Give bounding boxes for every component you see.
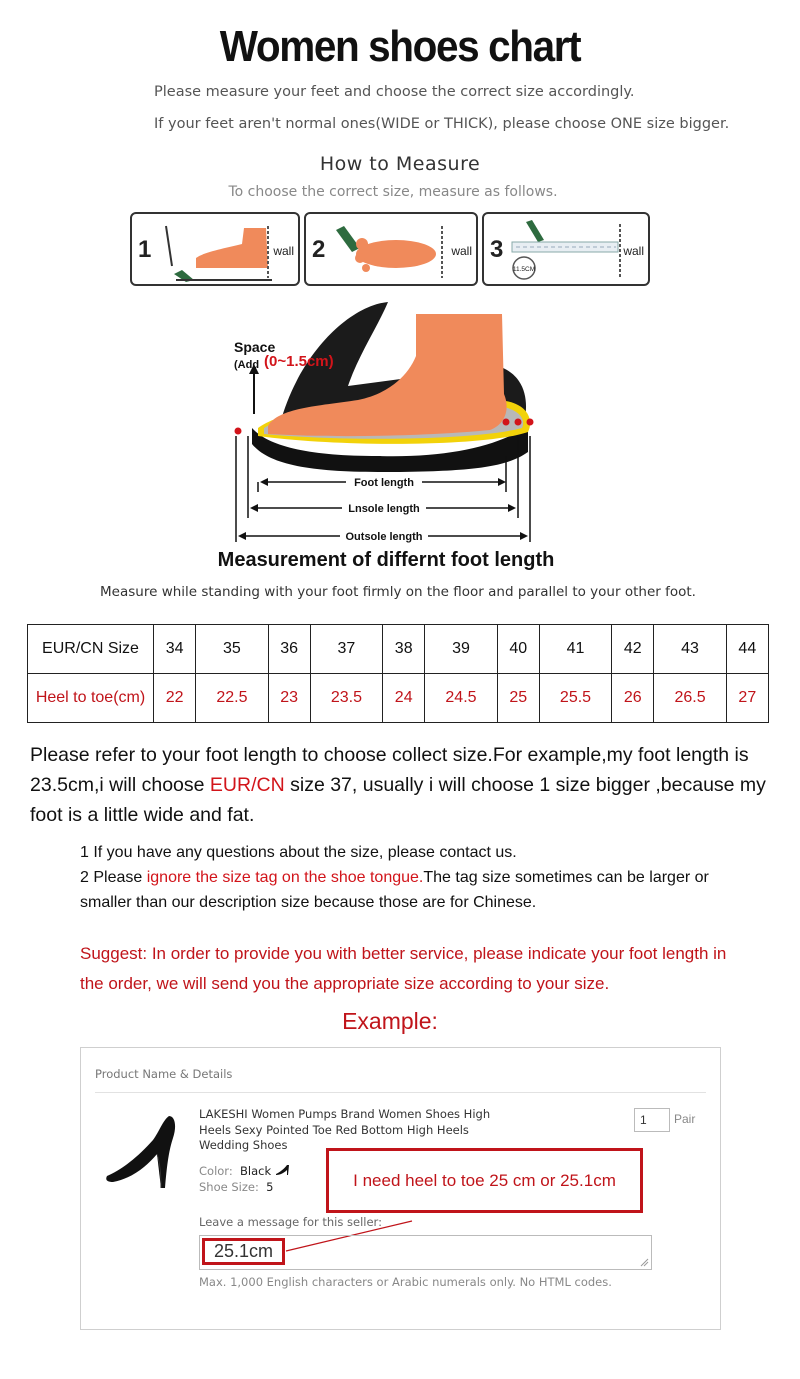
foot-length-label: Foot length [354, 477, 414, 489]
table-cell: 44 [726, 625, 768, 674]
measure-step-1 [130, 212, 300, 286]
row-header: EUR/CN Size [28, 625, 154, 674]
table-cell: 42 [612, 625, 654, 674]
quantity-input[interactable]: 1 [634, 1108, 670, 1132]
measure-step-2 [304, 212, 478, 286]
attr-label: Shoe Size: [199, 1180, 259, 1194]
resize-grip-icon[interactable] [640, 1258, 649, 1267]
note-highlight: ignore the size tag on the shoe tongue. [146, 869, 424, 886]
table-cell: 22.5 [196, 674, 268, 723]
insole-length-label: Lnsole length [348, 503, 420, 515]
panel-header: Product Name & Details [95, 1067, 233, 1081]
product-shoe-image [103, 1110, 181, 1190]
table-cell: 36 [268, 625, 310, 674]
measure-step-3 [482, 212, 650, 286]
table-cell: 39 [425, 625, 497, 674]
quantity-unit: Pair [674, 1112, 696, 1126]
how-to-measure-subtitle: To choose the correct size, measure as follows. [228, 184, 558, 200]
figure-caption: Measurement of differnt foot length [217, 549, 555, 571]
table-cell: 23 [268, 674, 310, 723]
note-text: 2 Please [80, 869, 147, 886]
space-add-label: (Add [234, 359, 260, 371]
table-cell: 41 [539, 625, 611, 674]
table-cell: 25.5 [539, 674, 611, 723]
suggest-note: Suggest: In order to provide you with better service, please indicate your foot length in the order, we will send you the appropriate size according to your size. [80, 944, 727, 993]
color-attribute [199, 1164, 291, 1178]
table-cell: 38 [383, 625, 425, 674]
table-cell: 26.5 [654, 674, 726, 723]
table-row-eu-size [28, 625, 769, 674]
row-header: Heel to toe(cm) [28, 674, 154, 723]
table-cell: 26 [612, 674, 654, 723]
table-cell: 35 [196, 625, 268, 674]
divider [95, 1092, 706, 1093]
notes-list [80, 840, 720, 915]
table-cell: 37 [310, 625, 382, 674]
space-label: Space [234, 339, 276, 355]
table-cell: 25 [497, 674, 539, 723]
guidance-text: Please refer to your foot length to choose collect size.For example,my foot length is 23.5cm,i will choose [30, 744, 749, 796]
note-1: 1 If you have any questions about the size, please contact us. [80, 844, 517, 861]
size-chart-table [27, 624, 769, 723]
ruler-tag: 11.5CM [512, 266, 536, 273]
foot-top-icon [330, 218, 452, 282]
shoe-size-attribute [199, 1180, 273, 1194]
size-guidance-paragraph [30, 740, 790, 830]
wall-label: wall [273, 244, 294, 258]
attr-value: 5 [266, 1180, 274, 1194]
table-cell: 24.5 [425, 674, 497, 723]
table-cell: 24 [383, 674, 425, 723]
attr-value: Black [240, 1164, 272, 1178]
guidance-text: size 37, usually i will choose 1 size bigger ,because my foot is a little wide and fat. [30, 774, 766, 826]
table-cell: 40 [497, 625, 539, 674]
message-value: 25.1cm [202, 1238, 285, 1265]
product-name[interactable]: LAKESHI Women Pumps Brand Women Shoes High Heels Sexy Pointed Toe Red Bottom High Heels Wedding Shoes [199, 1107, 491, 1152]
example-label: Example: [342, 1008, 438, 1034]
note-text: The tag size sometimes can be larger or smaller than our description size because those are for Chinese. [80, 869, 709, 911]
wall-label: wall [623, 244, 644, 258]
outsole-length-label: Outsole length [345, 531, 423, 543]
space-range-label: (0~1.5cm) [264, 353, 334, 370]
page-title: Women shoes chart [219, 22, 581, 71]
wall-label: wall [451, 244, 472, 258]
ruler-icon [508, 218, 626, 282]
intro-line-1: Please measure your feet and choose the correct size accordingly. [154, 84, 635, 100]
table-cell: 27 [726, 674, 768, 723]
step-number: 2 [312, 236, 326, 263]
seller-message-textarea[interactable] [199, 1235, 652, 1270]
shoe-thumbnail-icon [275, 1164, 291, 1176]
standing-note: Measure while standing with your foot firmly on the floor and parallel to your other foot. [100, 584, 696, 600]
how-to-measure-title: How to Measure [319, 153, 481, 175]
foot-length-diagram [228, 296, 548, 546]
foot-length-callout: I need heel to toe 25 cm or 25.1cm [326, 1148, 643, 1213]
table-cell: 23.5 [310, 674, 382, 723]
step-number: 3 [490, 236, 504, 263]
table-cell: 43 [654, 625, 726, 674]
order-example-panel [80, 1047, 721, 1330]
intro-line-2: If your feet aren't normal ones(WIDE or THICK), please choose ONE size bigger. [154, 116, 730, 132]
table-cell: 22 [154, 674, 196, 723]
step-number: 1 [138, 236, 152, 263]
table-row-heel-to-toe [28, 674, 769, 723]
message-label: Leave a message for this seller: [199, 1215, 382, 1229]
table-cell: 34 [154, 625, 196, 674]
note-2 [80, 865, 720, 915]
message-limit-note: Max. 1,000 English characters or Arabic numerals only. No HTML codes. [199, 1275, 612, 1289]
guidance-highlight: EUR/CN [209, 774, 285, 796]
foot-side-icon [156, 218, 276, 282]
attr-label: Color: [199, 1164, 233, 1178]
